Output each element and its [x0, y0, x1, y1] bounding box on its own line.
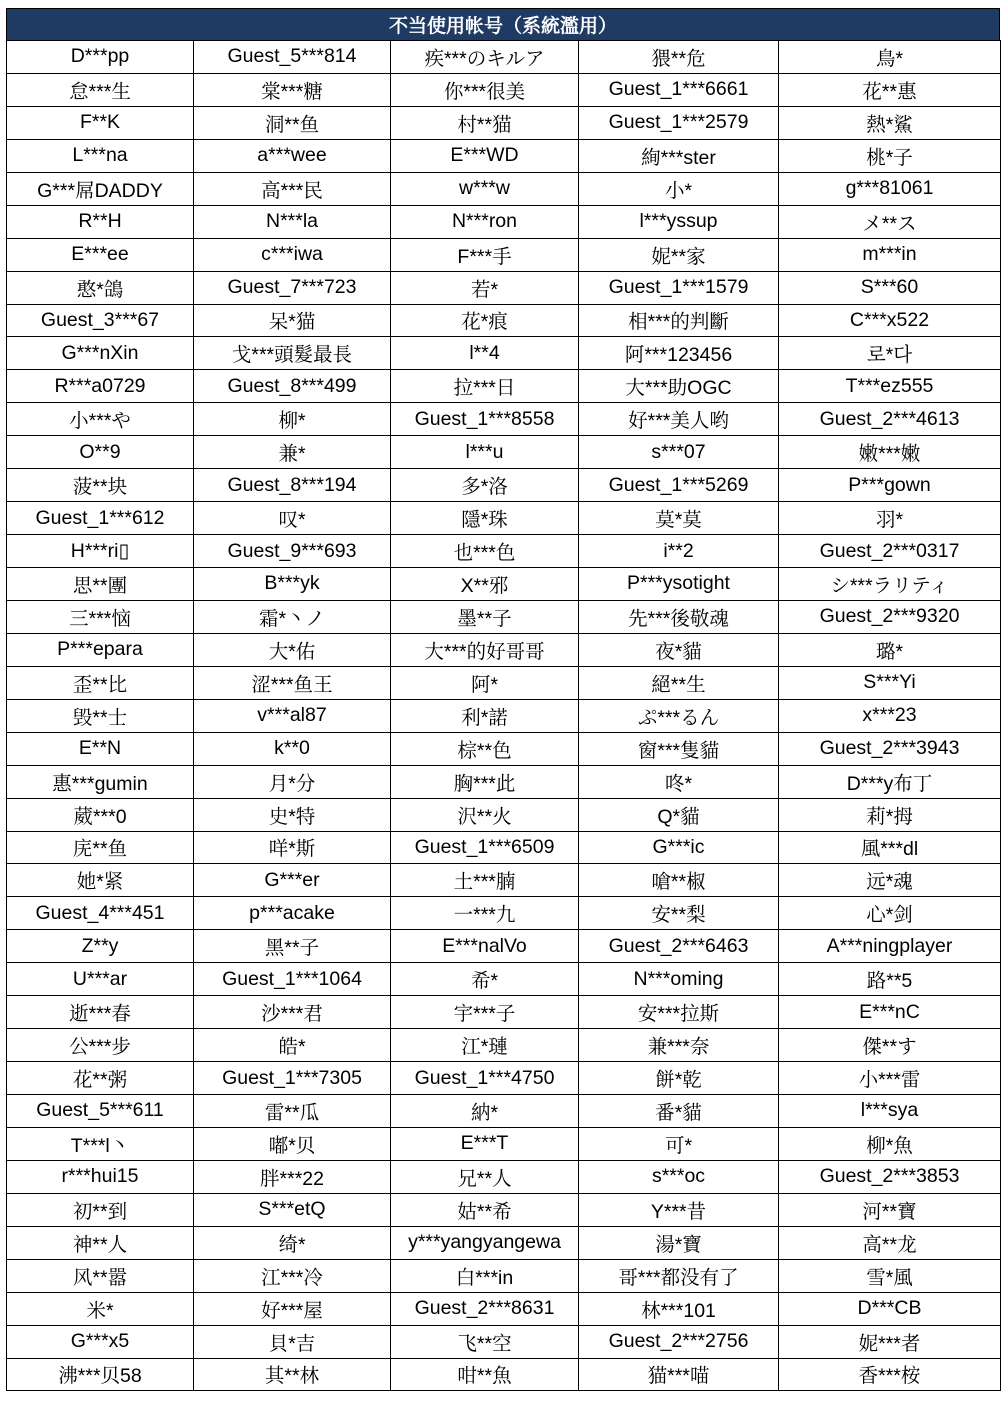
- account-name-cell: Guest_2***8631: [391, 1292, 579, 1325]
- account-name-cell: l**4: [391, 337, 579, 370]
- account-name-cell: R**H: [7, 205, 194, 238]
- account-name-cell: 隱*珠: [391, 502, 579, 535]
- account-name-cell: 神**人: [7, 1226, 194, 1259]
- table-row: [7, 106, 1001, 139]
- account-name-cell: U***ar: [7, 963, 194, 996]
- account-name-cell: 柳*: [194, 403, 391, 436]
- account-name-cell: 土***腩: [391, 864, 579, 897]
- account-name-cell: 大***助OGC: [579, 370, 779, 403]
- table-row: [7, 1029, 1001, 1062]
- account-name-cell: 疾***のキルア: [391, 41, 579, 74]
- account-name-cell: P***ysotight: [579, 568, 779, 601]
- table-row: [7, 1259, 1001, 1292]
- table-row: [7, 139, 1001, 172]
- account-name-cell: l***sya: [779, 1095, 1001, 1128]
- account-name-cell: s***oc: [579, 1160, 779, 1193]
- account-name-cell: 妮***者: [779, 1325, 1001, 1358]
- account-name-cell: 花*痕: [391, 304, 579, 337]
- table-row: [7, 798, 1001, 831]
- account-name-cell: P***gown: [779, 469, 1001, 502]
- account-name-cell: 阿*: [391, 666, 579, 699]
- account-name-cell: 庑**鱼: [7, 831, 194, 864]
- table-row: [7, 897, 1001, 930]
- table-row: [7, 205, 1001, 238]
- account-name-cell: E***ee: [7, 238, 194, 271]
- account-name-cell: E***WD: [391, 139, 579, 172]
- account-name-cell: 棠***糖: [194, 73, 391, 106]
- account-name-cell: Guest_2***3943: [779, 732, 1001, 765]
- account-name-cell: 黑**子: [194, 930, 391, 963]
- account-name-cell: G***er: [194, 864, 391, 897]
- account-name-cell: G***nXin: [7, 337, 194, 370]
- account-name-cell: 江*璉: [391, 1029, 579, 1062]
- account-name-cell: 湯*寶: [579, 1226, 779, 1259]
- account-name-cell: 她*紧: [7, 864, 194, 897]
- account-name-cell: 胖***22: [194, 1160, 391, 1193]
- account-name-cell: 河**寶: [779, 1193, 1001, 1226]
- account-name-cell: v***al87: [194, 699, 391, 732]
- account-name-cell: 小***雷: [779, 1062, 1001, 1095]
- account-name-cell: 其**林: [194, 1358, 391, 1391]
- table-row: [7, 1062, 1001, 1095]
- table-row: [7, 535, 1001, 568]
- account-name-cell: E**N: [7, 732, 194, 765]
- table-row: [7, 568, 1001, 601]
- account-name-cell: 番*貓: [579, 1095, 779, 1128]
- table-row: [7, 238, 1001, 271]
- account-name-cell: 可*: [579, 1127, 779, 1160]
- account-name-cell: 沸***贝58: [7, 1358, 194, 1391]
- account-name-cell: T***l丶: [7, 1127, 194, 1160]
- table-row: [7, 41, 1001, 74]
- account-name-cell: 熱*鯊: [779, 106, 1001, 139]
- account-name-cell: S***60: [779, 271, 1001, 304]
- account-name-cell: l***u: [391, 436, 579, 469]
- account-name-cell: 窗***隻貓: [579, 732, 779, 765]
- table-row: [7, 1095, 1001, 1128]
- account-name-cell: 絕**生: [579, 666, 779, 699]
- table-row: [7, 831, 1001, 864]
- account-name-cell: Guest_1***5269: [579, 469, 779, 502]
- account-name-cell: X**邪: [391, 568, 579, 601]
- account-name-cell: 逝***春: [7, 996, 194, 1029]
- account-name-cell: 思**團: [7, 568, 194, 601]
- account-name-cell: 远*魂: [779, 864, 1001, 897]
- account-name-cell: 絢***ster: [579, 139, 779, 172]
- account-name-cell: g***81061: [779, 172, 1001, 205]
- account-name-cell: 宇***子: [391, 996, 579, 1029]
- table-row: [7, 403, 1001, 436]
- account-name-cell: Guest_7***723: [194, 271, 391, 304]
- account-name-cell: Guest_8***194: [194, 469, 391, 502]
- account-name-cell: 希*: [391, 963, 579, 996]
- account-name-cell: 安***拉斯: [579, 996, 779, 1029]
- account-name-cell: Guest_3***67: [7, 304, 194, 337]
- account-name-cell: 妮**家: [579, 238, 779, 271]
- account-name-cell: 你***很美: [391, 73, 579, 106]
- account-name-cell: F**K: [7, 106, 194, 139]
- account-name-cell: 大*佑: [194, 633, 391, 666]
- account-name-cell: Guest_5***814: [194, 41, 391, 74]
- account-name-cell: Y***昔: [579, 1193, 779, 1226]
- account-name-cell: 小***や: [7, 403, 194, 436]
- account-name-cell: H***ri▯: [7, 535, 194, 568]
- account-name-cell: Guest_8***499: [194, 370, 391, 403]
- account-name-cell: 花**粥: [7, 1062, 194, 1095]
- account-name-cell: 好***屋: [194, 1292, 391, 1325]
- account-name-cell: 皓*: [194, 1029, 391, 1062]
- account-name-cell: 胸***此: [391, 765, 579, 798]
- account-name-cell: Guest_2***4613: [779, 403, 1001, 436]
- account-name-cell: 墨**子: [391, 600, 579, 633]
- account-name-cell: N***la: [194, 205, 391, 238]
- account-name-cell: Guest_1***8558: [391, 403, 579, 436]
- account-name-cell: Z**y: [7, 930, 194, 963]
- account-name-cell: x***23: [779, 699, 1001, 732]
- account-name-cell: 阿***123456: [579, 337, 779, 370]
- account-name-cell: Guest_2***9320: [779, 600, 1001, 633]
- account-name-cell: 涩***鱼王: [194, 666, 391, 699]
- account-name-cell: 雪*風: [779, 1259, 1001, 1292]
- account-name-cell: 高**龙: [779, 1226, 1001, 1259]
- account-name-cell: 傑**す: [779, 1029, 1001, 1062]
- account-name-cell: k**0: [194, 732, 391, 765]
- account-name-cell: 嫩***嫩: [779, 436, 1001, 469]
- account-name-cell: 莉*拇: [779, 798, 1001, 831]
- account-name-cell: 好***美人哟: [579, 403, 779, 436]
- account-name-cell: S***Yi: [779, 666, 1001, 699]
- account-name-cell: N***ron: [391, 205, 579, 238]
- account-name-cell: 霜*丶ノ: [194, 600, 391, 633]
- account-name-cell: Guest_2***0317: [779, 535, 1001, 568]
- account-name-cell: 小*: [579, 172, 779, 205]
- table-row: [7, 633, 1001, 666]
- account-name-cell: 公***步: [7, 1029, 194, 1062]
- account-name-cell: D***pp: [7, 41, 194, 74]
- table-row: [7, 732, 1001, 765]
- account-name-cell: 猥**危: [579, 41, 779, 74]
- table-row: [7, 370, 1001, 403]
- account-name-cell: 歪**比: [7, 666, 194, 699]
- table-row: [7, 1127, 1001, 1160]
- account-name-cell: シ***ラリティ: [779, 568, 1001, 601]
- account-name-cell: E***T: [391, 1127, 579, 1160]
- account-name-cell: Guest_1***1579: [579, 271, 779, 304]
- account-name-cell: Guest_1***4750: [391, 1062, 579, 1095]
- account-name-cell: 納*: [391, 1095, 579, 1128]
- table-row: [7, 1292, 1001, 1325]
- account-name-cell: 相***的判斷: [579, 304, 779, 337]
- account-name-cell: 璐*: [779, 633, 1001, 666]
- account-name-cell: 嗆**椒: [579, 864, 779, 897]
- account-name-cell: G***屌DADDY: [7, 172, 194, 205]
- account-table-body: [7, 41, 1001, 1391]
- account-name-cell: l***yssup: [579, 205, 779, 238]
- account-name-cell: 多*洛: [391, 469, 579, 502]
- account-name-cell: 高***民: [194, 172, 391, 205]
- account-name-cell: s***07: [579, 436, 779, 469]
- account-name-cell: 拉***日: [391, 370, 579, 403]
- account-name-cell: Guest_1***7305: [194, 1062, 391, 1095]
- account-name-cell: ぷ***るん: [579, 699, 779, 732]
- account-name-cell: 戈***頭髮最長: [194, 337, 391, 370]
- table-row: [7, 337, 1001, 370]
- account-name-cell: Guest_1***6661: [579, 73, 779, 106]
- account-name-cell: P***epara: [7, 633, 194, 666]
- account-name-cell: 羽*: [779, 502, 1001, 535]
- account-name-cell: m***in: [779, 238, 1001, 271]
- account-name-cell: 로*다: [779, 337, 1001, 370]
- table-row: [7, 469, 1001, 502]
- account-name-cell: p***acake: [194, 897, 391, 930]
- sheet-title: 不当使用帐号（系統濫用）: [6, 8, 1000, 40]
- account-name-cell: 莫*莫: [579, 502, 779, 535]
- account-name-cell: R***a0729: [7, 370, 194, 403]
- table-row: [7, 1325, 1001, 1358]
- account-name-cell: 花**惠: [779, 73, 1001, 106]
- table-row: [7, 271, 1001, 304]
- account-name-cell: 哥***都没有了: [579, 1259, 779, 1292]
- account-name-cell: 憨*鴿: [7, 271, 194, 304]
- account-name-cell: 村**猫: [391, 106, 579, 139]
- account-name-cell: r***hui15: [7, 1160, 194, 1193]
- account-name-cell: 绮*: [194, 1226, 391, 1259]
- account-name-cell: T***ez555: [779, 370, 1001, 403]
- table-row: [7, 436, 1001, 469]
- account-name-cell: 飞**空: [391, 1325, 579, 1358]
- account-name-cell: 沢**火: [391, 798, 579, 831]
- account-name-cell: 呆*猫: [194, 304, 391, 337]
- table-row: [7, 864, 1001, 897]
- account-name-cell: N***oming: [579, 963, 779, 996]
- account-name-cell: 風***dl: [779, 831, 1001, 864]
- account-name-cell: 洞**鱼: [194, 106, 391, 139]
- banned-accounts-sheet: [6, 8, 1000, 1391]
- account-name-cell: O**9: [7, 436, 194, 469]
- table-row: [7, 73, 1001, 106]
- account-name-cell: 餅*乾: [579, 1062, 779, 1095]
- account-name-cell: w***w: [391, 172, 579, 205]
- account-name-cell: G***ic: [579, 831, 779, 864]
- account-name-cell: 利*諾: [391, 699, 579, 732]
- account-name-cell: 白***in: [391, 1259, 579, 1292]
- account-name-cell: 米*: [7, 1292, 194, 1325]
- account-name-cell: y***yangyangewa: [391, 1226, 579, 1259]
- table-row: [7, 304, 1001, 337]
- account-name-cell: 兄**人: [391, 1160, 579, 1193]
- account-name-cell: Guest_9***693: [194, 535, 391, 568]
- account-name-cell: 一***九: [391, 897, 579, 930]
- account-name-cell: 叹*: [194, 502, 391, 535]
- account-name-cell: 香***桉: [779, 1358, 1001, 1391]
- account-name-cell: C***x522: [779, 304, 1001, 337]
- account-name-cell: 大***的好哥哥: [391, 633, 579, 666]
- account-name-cell: 先***後敬魂: [579, 600, 779, 633]
- account-name-cell: 葳***0: [7, 798, 194, 831]
- table-row: [7, 172, 1001, 205]
- account-name-cell: 江***冷: [194, 1259, 391, 1292]
- account-name-cell: 兼*: [194, 436, 391, 469]
- account-name-cell: Guest_1***2579: [579, 106, 779, 139]
- table-row: [7, 1226, 1001, 1259]
- account-name-cell: Guest_2***3853: [779, 1160, 1001, 1193]
- account-name-cell: 惠***gumin: [7, 765, 194, 798]
- table-row: [7, 930, 1001, 963]
- table-row: [7, 666, 1001, 699]
- account-name-cell: 初**到: [7, 1193, 194, 1226]
- table-row: [7, 1358, 1001, 1391]
- account-name-cell: 猫***喵: [579, 1358, 779, 1391]
- table-row: [7, 699, 1001, 732]
- account-name-cell: 柳*魚: [779, 1127, 1001, 1160]
- table-row: [7, 996, 1001, 1029]
- account-name-cell: 姑**希: [391, 1193, 579, 1226]
- account-name-cell: 貝*吉: [194, 1325, 391, 1358]
- account-name-cell: S***etQ: [194, 1193, 391, 1226]
- account-name-cell: Guest_4***451: [7, 897, 194, 930]
- account-name-cell: 兼***奈: [579, 1029, 779, 1062]
- account-name-cell: 雷**瓜: [194, 1095, 391, 1128]
- account-name-cell: 月*分: [194, 765, 391, 798]
- account-name-cell: D***y布丁: [779, 765, 1001, 798]
- account-table: [6, 40, 1001, 1391]
- account-name-cell: L***na: [7, 139, 194, 172]
- account-name-cell: 心*剑: [779, 897, 1001, 930]
- account-name-cell: 若*: [391, 271, 579, 304]
- table-row: [7, 963, 1001, 996]
- table-row: [7, 1160, 1001, 1193]
- account-name-cell: 鳥*: [779, 41, 1001, 74]
- account-name-cell: 三***恼: [7, 600, 194, 633]
- account-name-cell: 咁**魚: [391, 1358, 579, 1391]
- account-name-cell: 怠***生: [7, 73, 194, 106]
- account-name-cell: 夜*貓: [579, 633, 779, 666]
- account-name-cell: 路**5: [779, 963, 1001, 996]
- account-name-cell: i**2: [579, 535, 779, 568]
- account-name-cell: F***手: [391, 238, 579, 271]
- account-name-cell: 史*特: [194, 798, 391, 831]
- account-name-cell: 林***101: [579, 1292, 779, 1325]
- account-name-cell: Guest_2***6463: [579, 930, 779, 963]
- table-row: [7, 1193, 1001, 1226]
- account-name-cell: 嘟*贝: [194, 1127, 391, 1160]
- account-name-cell: D***CB: [779, 1292, 1001, 1325]
- account-name-cell: Guest_1***1064: [194, 963, 391, 996]
- account-name-cell: 安**梨: [579, 897, 779, 930]
- account-name-cell: 沙***君: [194, 996, 391, 1029]
- account-name-cell: 桃*子: [779, 139, 1001, 172]
- account-name-cell: 毁**士: [7, 699, 194, 732]
- table-row: [7, 502, 1001, 535]
- account-name-cell: 咚*: [579, 765, 779, 798]
- table-row: [7, 600, 1001, 633]
- table-row: [7, 765, 1001, 798]
- account-name-cell: 棕**色: [391, 732, 579, 765]
- account-name-cell: 菠**块: [7, 469, 194, 502]
- account-name-cell: A***ningplayer: [779, 930, 1001, 963]
- account-name-cell: 咩*斯: [194, 831, 391, 864]
- account-name-cell: E***nC: [779, 996, 1001, 1029]
- account-name-cell: 风**嚣: [7, 1259, 194, 1292]
- account-name-cell: Guest_5***611: [7, 1095, 194, 1128]
- account-name-cell: Guest_2***2756: [579, 1325, 779, 1358]
- account-name-cell: E***nalVo: [391, 930, 579, 963]
- account-name-cell: a***wee: [194, 139, 391, 172]
- account-name-cell: G***x5: [7, 1325, 194, 1358]
- account-name-cell: Guest_1***612: [7, 502, 194, 535]
- account-name-cell: Q*貓: [579, 798, 779, 831]
- account-name-cell: メ**ス: [779, 205, 1001, 238]
- account-name-cell: Guest_1***6509: [391, 831, 579, 864]
- account-name-cell: c***iwa: [194, 238, 391, 271]
- account-name-cell: 也***色: [391, 535, 579, 568]
- account-name-cell: B***yk: [194, 568, 391, 601]
